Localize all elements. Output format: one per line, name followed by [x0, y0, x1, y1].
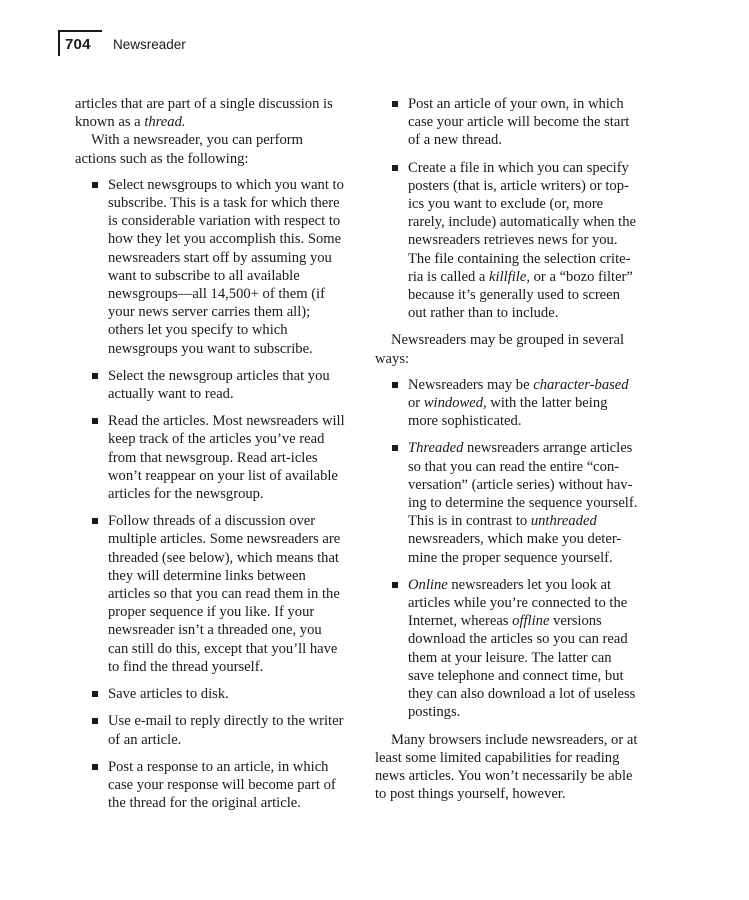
paragraph-thread-definition [75, 95, 345, 131]
paragraph-browsers: Many browsers include newsreaders, or at least some limited capabilities for reading news articles. You won’t necessarily be able to post things yourself, however. [375, 731, 638, 803]
header-rule [58, 30, 60, 56]
newsreader-types-list [375, 376, 641, 722]
list-item: Post an article of your own, in which case your article will become the start of a new thread. [375, 95, 641, 150]
term-online: Online [408, 576, 448, 593]
list-item-killfile [375, 159, 641, 323]
text-run: or [408, 395, 424, 412]
thread-term: thread. [144, 114, 186, 131]
actions-list [75, 176, 345, 813]
term-offline: offline [512, 613, 550, 630]
killfile-lead-text: Create a file in which you can specify posters (that is, article writers) or top-ics you want to exclude (or, more rarely, include) automatically when the newsreaders retrieves news for you. The file containing the selection crite-ria is called a [408, 159, 636, 285]
list-item: Use e-mail to reply directly to the writer of an article. [75, 712, 345, 748]
thread-lead-text: articles that are part of a single discussion is known as a [75, 96, 333, 131]
killfile-term: killfile, [489, 268, 530, 285]
text-run: newsreaders, which make you deter-mine the proper sequence yourself. [408, 531, 622, 566]
term-threaded: Threaded [408, 440, 464, 457]
page-number: 704 [65, 36, 91, 53]
term-windowed: windowed, [423, 395, 487, 412]
list-item: Select the newsgroup articles that you actually want to read. [75, 367, 345, 403]
right-column [375, 95, 641, 803]
list-item: Save articles to disk. [75, 685, 345, 703]
list-item-threaded [375, 439, 641, 566]
text-run: newsreaders arrange articles so that you can read the entire “con-versation” (article series) without hav-ing to determine the sequence yourself. This is in contrast to [408, 440, 638, 530]
left-column [75, 95, 345, 821]
list-item: Post a response to an article, in which case your response will become part of the thread for the original article. [75, 758, 345, 813]
running-head: Newsreader [113, 37, 186, 52]
term-character-based: character-based [533, 376, 629, 393]
list-item: Select newsgroups to which you want to subscribe. This is a task for which there is considerable variation with respect to how they let you accomplish this. Some newsreaders start off by assuming you want to subscribe to all available newsgroups—all 14,500+ of them (if your news server carries them all); others let you specify to which newsgroups you want to subscribe. [75, 176, 345, 358]
text-run: versions download the articles so you can read them at your leisure. The latter can save telephone and connect time, but they can also download a lot of useless postings. [408, 613, 636, 721]
list-item: Read the articles. Most newsreaders will keep track of the articles you’ve read from that newsgroup. Read art-icles won’t reappear on your list of available articles for the newsgroup. [75, 412, 345, 503]
list-item: Follow threads of a discussion over multiple articles. Some newsreaders are threaded (see below), which means that they will determine links between articles so that you can read them in the proper sequence if you like. If your newsreader isn’t a threaded one, you can still do this, except that you’ll have to find the thread yourself. [75, 512, 345, 676]
list-item-character-windowed [375, 376, 641, 431]
text-run: newsreaders let you look at articles while you’re connected to the Internet, whereas [408, 576, 628, 630]
header-bar [58, 30, 102, 32]
actions-list-continued [375, 95, 641, 322]
term-unthreaded: unthreaded [530, 513, 597, 530]
text-run: with the latter being more sophisticated. [408, 395, 608, 430]
killfile-tail-text: or a “bozo filter” because it’s generally used to screen out rather than to include. [408, 268, 633, 322]
text-run: Newsreaders may be [408, 376, 534, 393]
paragraph-actions-intro: With a newsreader, you can perform actions such as the following: [75, 132, 303, 167]
paragraph-grouped: Newsreaders may be grouped in several ways: [375, 332, 625, 367]
list-item-online-offline [375, 576, 641, 722]
